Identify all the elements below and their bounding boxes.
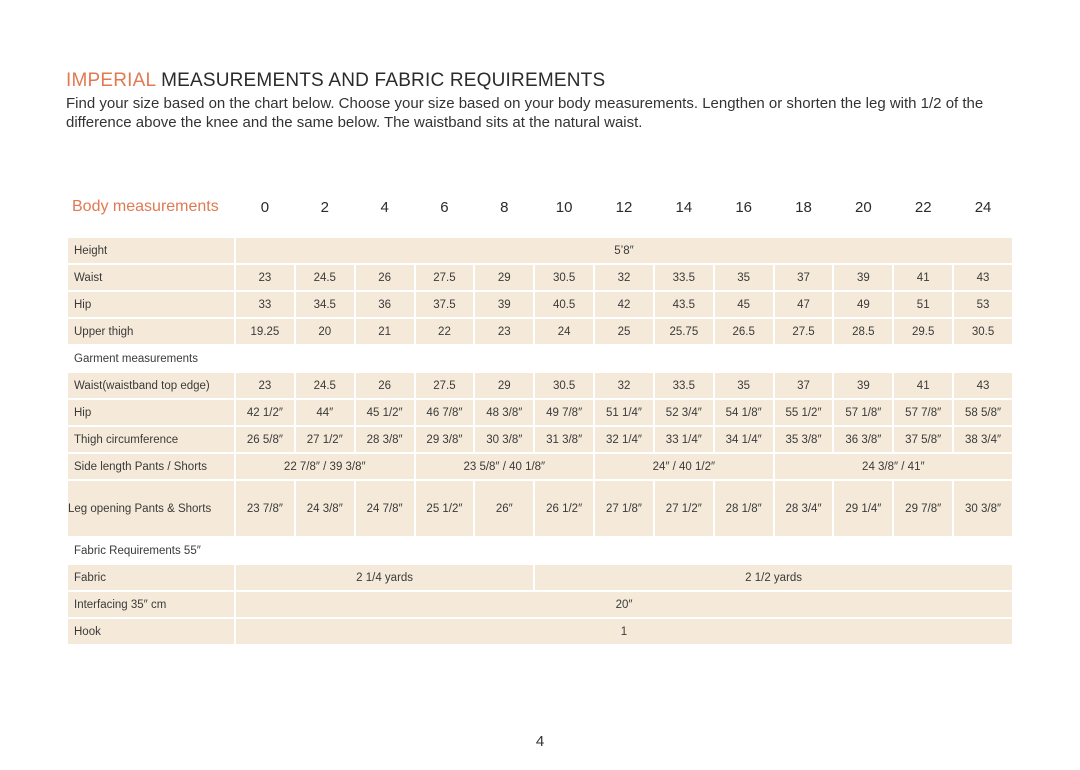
table-cell: 28 1/8″	[715, 481, 773, 536]
table-cell: 32	[595, 373, 653, 398]
table-cell: 26	[356, 265, 414, 290]
table-cell: 29	[475, 265, 533, 290]
table-cell: 51	[894, 292, 952, 317]
table-cell: 22 7/8″ / 39 3/8″	[236, 454, 414, 479]
table-cell: 33	[236, 292, 294, 317]
size-header: 24	[974, 198, 992, 216]
table-cell: 30 3/8″	[954, 481, 1012, 536]
row-interfacing	[68, 592, 1012, 617]
table-cell: 38 3/4″	[954, 427, 1012, 452]
row-label: Interfacing 35″ cm	[68, 592, 234, 617]
table-cell: 26″	[475, 481, 533, 536]
table-cell: 24″ / 40 1/2″	[595, 454, 773, 479]
table-cell: 26.5	[715, 319, 773, 344]
row-body-waist	[68, 265, 1012, 290]
table-cell: 23	[236, 373, 294, 398]
table-cell: 36	[356, 292, 414, 317]
page-number: 4	[535, 733, 545, 750]
table-cell: 37	[775, 265, 833, 290]
table-cell: 52 3/4″	[655, 400, 713, 425]
row-label: Waist(waistband top edge)	[68, 373, 234, 398]
size-header: 18	[795, 198, 812, 216]
table-cell: 43	[954, 265, 1012, 290]
table-cell: 35 3/8″	[775, 427, 833, 452]
size-header: 16	[735, 198, 753, 216]
table-cell: 23	[236, 265, 294, 290]
table-cell: 21	[356, 319, 414, 344]
row-label: Leg opening Pants & Shorts	[68, 481, 234, 536]
table-cell: 33.5	[655, 265, 713, 290]
table-cell: 47	[775, 292, 833, 317]
table-cell: 58 5/8″	[954, 400, 1012, 425]
size-header: 12	[615, 198, 633, 216]
table-cell: 24 7/8″	[356, 481, 414, 536]
table-cell: 24	[535, 319, 593, 344]
table-cell: 26	[356, 373, 414, 398]
table-cell: 2 1/2 yards	[535, 565, 1012, 590]
table-cell: 27.5	[416, 265, 474, 290]
row-garment-hip	[68, 400, 1012, 425]
table-cell: 37	[775, 373, 833, 398]
size-header: 20	[855, 198, 872, 216]
table-cell: 25.75	[655, 319, 713, 344]
size-header: 8	[500, 198, 509, 216]
table-cell: 33 1/4″	[655, 427, 713, 452]
table-cell: 26 1/2″	[535, 481, 593, 536]
table-cell: 28 3/8″	[356, 427, 414, 452]
table-cell: 22	[416, 319, 474, 344]
size-header: 2	[320, 198, 329, 216]
size-header: 6	[440, 198, 449, 216]
table-cell: 1	[236, 619, 1012, 644]
table-cell: 43	[954, 373, 1012, 398]
height-value: 5’8″	[236, 238, 1012, 263]
row-label: Height	[68, 238, 234, 263]
table-cell: 32 1/4″	[595, 427, 653, 452]
size-header: 10	[555, 198, 573, 216]
row-leg-opening	[68, 481, 1012, 536]
row-body-upper-thigh	[68, 319, 1012, 344]
fabric-section-row	[68, 538, 1012, 563]
table-cell: 23	[475, 319, 533, 344]
table-cell: 30.5	[535, 265, 593, 290]
table-cell: 28.5	[834, 319, 892, 344]
table-cell: 31 3/8″	[535, 427, 593, 452]
size-header: 4	[380, 198, 389, 216]
table-cell: 36 3/8″	[834, 427, 892, 452]
table-cell: 42	[595, 292, 653, 317]
table-cell: 40.5	[535, 292, 593, 317]
row-hook	[68, 619, 1012, 644]
table-cell: 49	[834, 292, 892, 317]
row-fabric	[68, 565, 1012, 590]
size-header-row	[68, 194, 1012, 220]
title-accent: IMPERIAL	[66, 70, 156, 91]
spacer-row	[68, 222, 1012, 236]
row-garment-thigh	[68, 427, 1012, 452]
row-label: Side length Pants / Shorts	[68, 454, 234, 479]
table-cell: 34 1/4″	[715, 427, 773, 452]
row-body-hip	[68, 292, 1012, 317]
table-cell: 48 3/8″	[475, 400, 533, 425]
table-cell: 27 1/2″	[655, 481, 713, 536]
table-cell: 24 3/8″ / 41″	[775, 454, 1012, 479]
table-cell: 51 1/4″	[595, 400, 653, 425]
table-cell: 41	[894, 265, 952, 290]
garment-section-heading: Garment measurements	[74, 352, 198, 365]
row-height	[68, 238, 1012, 263]
table-cell: 46 7/8″	[416, 400, 474, 425]
table-cell: 30.5	[954, 319, 1012, 344]
table-cell: 20	[296, 319, 354, 344]
table-cell: 53	[954, 292, 1012, 317]
table-cell: 55 1/2″	[775, 400, 833, 425]
table-cell: 19.25	[236, 319, 294, 344]
row-label: Upper thigh	[68, 319, 234, 344]
table-cell: 45	[715, 292, 773, 317]
table-cell: 2 1/4 yards	[236, 565, 533, 590]
table-cell: 27 1/2″	[296, 427, 354, 452]
table-cell: 57 7/8″	[894, 400, 952, 425]
row-garment-waist	[68, 373, 1012, 398]
table-cell: 29	[475, 373, 533, 398]
table-cell: 27.5	[775, 319, 833, 344]
table-cell: 24 3/8″	[296, 481, 354, 536]
table-cell: 29 3/8″	[416, 427, 474, 452]
table-cell: 39	[834, 265, 892, 290]
table-cell: 25	[595, 319, 653, 344]
table-cell: 39	[834, 373, 892, 398]
table-cell: 49 7/8″	[535, 400, 593, 425]
row-label: Hip	[68, 400, 234, 425]
table-cell: 30 3/8″	[475, 427, 533, 452]
size-header: 14	[675, 198, 693, 216]
table-cell: 37.5	[416, 292, 474, 317]
table-cell: 23 5/8″ / 40 1/8″	[416, 454, 594, 479]
size-header: 0	[260, 198, 270, 216]
table-cell: 27 1/8″	[595, 481, 653, 536]
table-cell: 42 1/2″	[236, 400, 294, 425]
table-cell: 29 7/8″	[894, 481, 952, 536]
title-rest: MEASUREMENTS AND FABRIC REQUIREMENTS	[155, 70, 606, 91]
table-cell: 33.5	[655, 373, 713, 398]
table-cell: 39	[475, 292, 533, 317]
spacer-cell	[68, 222, 1012, 236]
table-cell: 29.5	[894, 319, 952, 344]
table-cell: 35	[715, 265, 773, 290]
body-measurements-heading: Body measurements	[72, 198, 219, 215]
table-cell: 54 1/8″	[715, 400, 773, 425]
row-label: Waist	[68, 265, 234, 290]
table-cell: 20″	[236, 592, 1012, 617]
table-cell: 29 1/4″	[834, 481, 892, 536]
table-cell: 44″	[296, 400, 354, 425]
table-cell: 25 1/2″	[416, 481, 474, 536]
table-cell: 43.5	[655, 292, 713, 317]
row-label: Fabric	[68, 565, 234, 590]
row-label: Hook	[68, 619, 234, 644]
table-cell: 41	[894, 373, 952, 398]
table-cell: 37 5/8″	[894, 427, 952, 452]
table-cell: 35	[715, 373, 773, 398]
table-cell: 27.5	[416, 373, 474, 398]
table-cell: 24.5	[296, 265, 354, 290]
table-cell: 28 3/4″	[775, 481, 833, 536]
row-label: Hip	[68, 292, 234, 317]
table-cell: 32	[595, 265, 653, 290]
measurement-table	[66, 192, 1014, 646]
row-side-length	[68, 454, 1012, 479]
table-cell: 45 1/2″	[356, 400, 414, 425]
table-cell: 24.5	[296, 373, 354, 398]
row-label: Thigh circumference	[68, 427, 234, 452]
table-cell: 26 5/8″	[236, 427, 294, 452]
size-header: 22	[914, 198, 932, 216]
intro-paragraph: Find your size based on the chart below. Choose your size based on your body measurements. Lengthen or shorten the leg with 1/2 of the difference above the knee and the same below. The waistband sits at the natural waist.	[66, 95, 984, 131]
page-title	[66, 70, 605, 92]
garment-section-row	[68, 346, 1012, 371]
table-cell: 23 7/8″	[236, 481, 294, 536]
table-cell: 30.5	[535, 373, 593, 398]
table-cell: 34.5	[296, 292, 354, 317]
fabric-section-heading: Fabric Requirements 55″	[74, 544, 201, 557]
table-cell: 57 1/8″	[834, 400, 892, 425]
